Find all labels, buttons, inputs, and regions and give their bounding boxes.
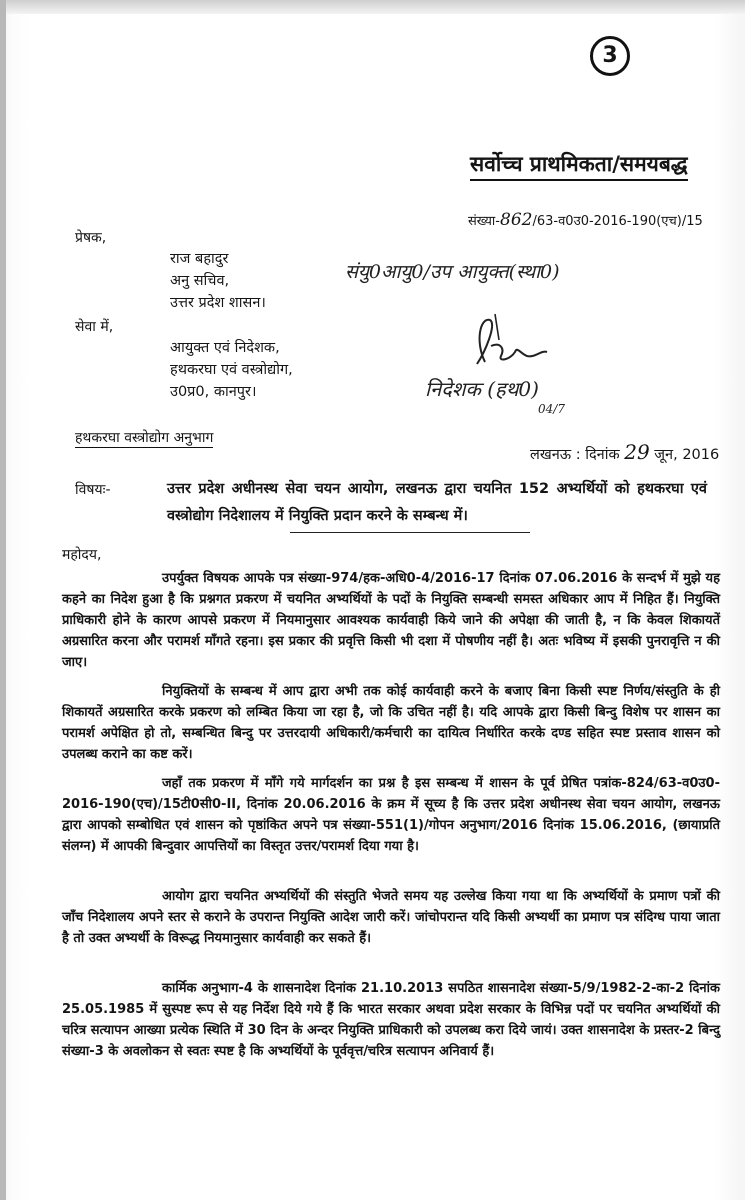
- salutation: महोदय,: [62, 547, 102, 563]
- handwritten-director-note: निदेशक (हथ0): [425, 377, 539, 401]
- paragraph-1-text: उपर्युक्त विषयक आपके पत्र संख्या-974/हक-अधि0-4/2016-17 दिनांक 07.06.2016 के सन्दर्भ में मुझे यह कहने का निदेश हुआ है कि प्रश्नगत प्रकरण में चयनित अभ्यर्थियों के पदों के नियुक्ति सम्बन्धी समस्त अधिकार आप में निहित हैं। नियुक्ति प्राधिकारी होने के कारण आपसे प्रकरण में नियमानुसार आवश्यक कार्यवाही किये जाने की अपेक्षा की जाती है, न कि केवल शिकायतें अग्रसारित करना और परामर्श माँगते रहना। इस प्रकार की प्रवृत्ति किसी भी दशा में पोषणीय नहीं है। अतः भविष्य में इसकी पुनरावृत्ति न की जाए।: [62, 571, 720, 670]
- sender-label: प्रेषक,: [75, 230, 107, 246]
- paragraph-3-text: जहाँ तक प्रकरण में माँगे गये मार्गदर्शन का प्रश्न है इस सम्बन्ध में शासन के पूर्व प्रेषित पत्रांक-824/63-व0उ0-2016-190(एच)/15टी0सी0-II, दिनांक 20.06.2016 के क्रम में सूच्य है कि उत्तर प्रदेश अधीनस्थ सेवा चयन आयोग, लखनऊ द्वारा आपको सम्बोधित एवं शासन को पृष्ठांकित अपने पत्र संख्या-551(1)/गोपन अनुभाग/2016 दिनांक 15.06.2016, (छायाप्रति संलग्न) में आपकी बिन्दुवार आपत्तियों का विस्तृत उत्तर/परामर्श दिया गया है।: [62, 776, 720, 854]
- subject-underline: [290, 532, 530, 533]
- section-name: हथकरघा वस्त्रोद्योग अनुभाग: [75, 430, 214, 446]
- recipient-city: उ0प्र0, कानपुर।: [170, 384, 257, 400]
- date-handwritten-day: 29: [624, 440, 650, 464]
- paragraph-5: [62, 978, 720, 1062]
- subject-text: उत्तर प्रदेश अधीनस्थ सेवा चयन आयोग, लखनऊ द्वारा चयनित 152 अभ्यर्थियों को हथकरघा एवं वस्त्रोद्योग निदेशालय में नियुक्ति प्रदान करने के सम्बन्ध में।: [167, 481, 707, 524]
- paragraph-4-text: आयोग द्वारा चयनित अभ्यर्थियों की संस्तुति भेजते समय यह उल्लेख किया गया था कि अभ्यर्थियों के प्रमाण पत्रों की जाँच निदेशालय अपने स्तर से कराने के उपरान्त नियुक्ति आदेश जारी करें। जांचोपरान्त यदि किसी अभ्यर्थी का प्रमाण पत्र संदिग्ध पाया जाता है तो उक्त अभ्यर्थी के विरूद्ध नियमानुसार कार्यवाही कर सकते हैं।: [62, 889, 720, 946]
- reference-prefix: संख्या-: [468, 214, 500, 229]
- sender-department: उत्तर प्रदेश शासन।: [170, 295, 266, 311]
- scan-edge-left: [0, 0, 6, 1200]
- date-suffix: जून, 2016: [654, 447, 720, 463]
- paragraph-5-text: कार्मिक अनुभाग-4 के शासनादेश दिनांक 21.10.2013 सपठित शासनादेश संख्या-5/9/1982-2-का-2 दिनांक 25.05.1985 में सुस्पष्ट रूप से यह निर्देश दिये गये हैं कि भारत सरकार अथवा प्रदेश सरकार के विभिन्न पदों पर चयनित अभ्यर्थियों की चरित्र सत्यापन आख्या प्रत्येक स्थिति में 30 दिन के अन्दर नियुक्ति प्राधिकारी को उपलब्ध करा दिये जायं। उक्त शासनादेश के प्रस्तर-2 बिन्दु संख्या-3 के अवलोकन से स्वतः स्पष्ट है कि अभ्यर्थियों के पूर्ववृत्त/चरित्र सत्यापन अनिवार्य हैं।: [62, 981, 720, 1059]
- paragraph-3: [62, 773, 720, 857]
- date-prefix: लखनऊ : दिनांक: [530, 447, 620, 463]
- handwritten-signature: [455, 312, 555, 372]
- sender-block: [170, 248, 266, 314]
- letter-date: [530, 440, 719, 464]
- reference-number: [468, 210, 703, 230]
- recipient-label: सेवा में,: [75, 319, 114, 335]
- subject-label: विषयः-: [75, 482, 111, 498]
- recipient-title: आयुक्त एवं निदेशक,: [170, 340, 280, 356]
- sender-designation: अनु सचिव,: [170, 273, 230, 289]
- page-number: 3: [590, 36, 630, 76]
- reference-suffix: /63-व0उ0-2016-190(एच)/15: [532, 214, 703, 229]
- priority-heading: सर्वोच्च प्राथमिकता/समयबद्ध: [470, 150, 688, 181]
- paragraph-4: [62, 886, 720, 949]
- recipient-block: [170, 337, 293, 403]
- handwritten-marking-note: संयु0आयु0/उप आयुक्त(स्था0): [345, 261, 560, 283]
- paragraph-2: [62, 681, 720, 765]
- scan-edge-top: [0, 0, 745, 14]
- reference-handwritten-number: 862: [500, 210, 533, 230]
- handwritten-director-date: 04/7: [538, 402, 565, 416]
- paragraph-2-text: नियुक्तियों के सम्बन्ध में आप द्वारा अभी तक कोई कार्यवाही करने के बजाए बिना किसी स्पष्ट निर्णय/संस्तुति के ही शिकायतें अग्रसारित करके प्रकरण को लम्बित किया जा रहा है, जो कि उचित नहीं है। यदि आपके द्वारा किसी बिन्दु विशेष पर शासन का परामर्श अपेक्षित हो तो, सम्बन्धित बिन्दु पर उत्तरदायी अधिकारी/कर्मचारी का दायित्व निर्धारित करके दण्ड सहित स्पष्ट प्रस्ताव शासन को उपलब्ध कराने का कष्ट करें।: [62, 684, 720, 762]
- sender-name: राज बहादुर: [170, 251, 229, 267]
- recipient-department: हथकरघा एवं वस्त्रोद्योग,: [170, 362, 293, 378]
- paragraph-1: [62, 568, 720, 673]
